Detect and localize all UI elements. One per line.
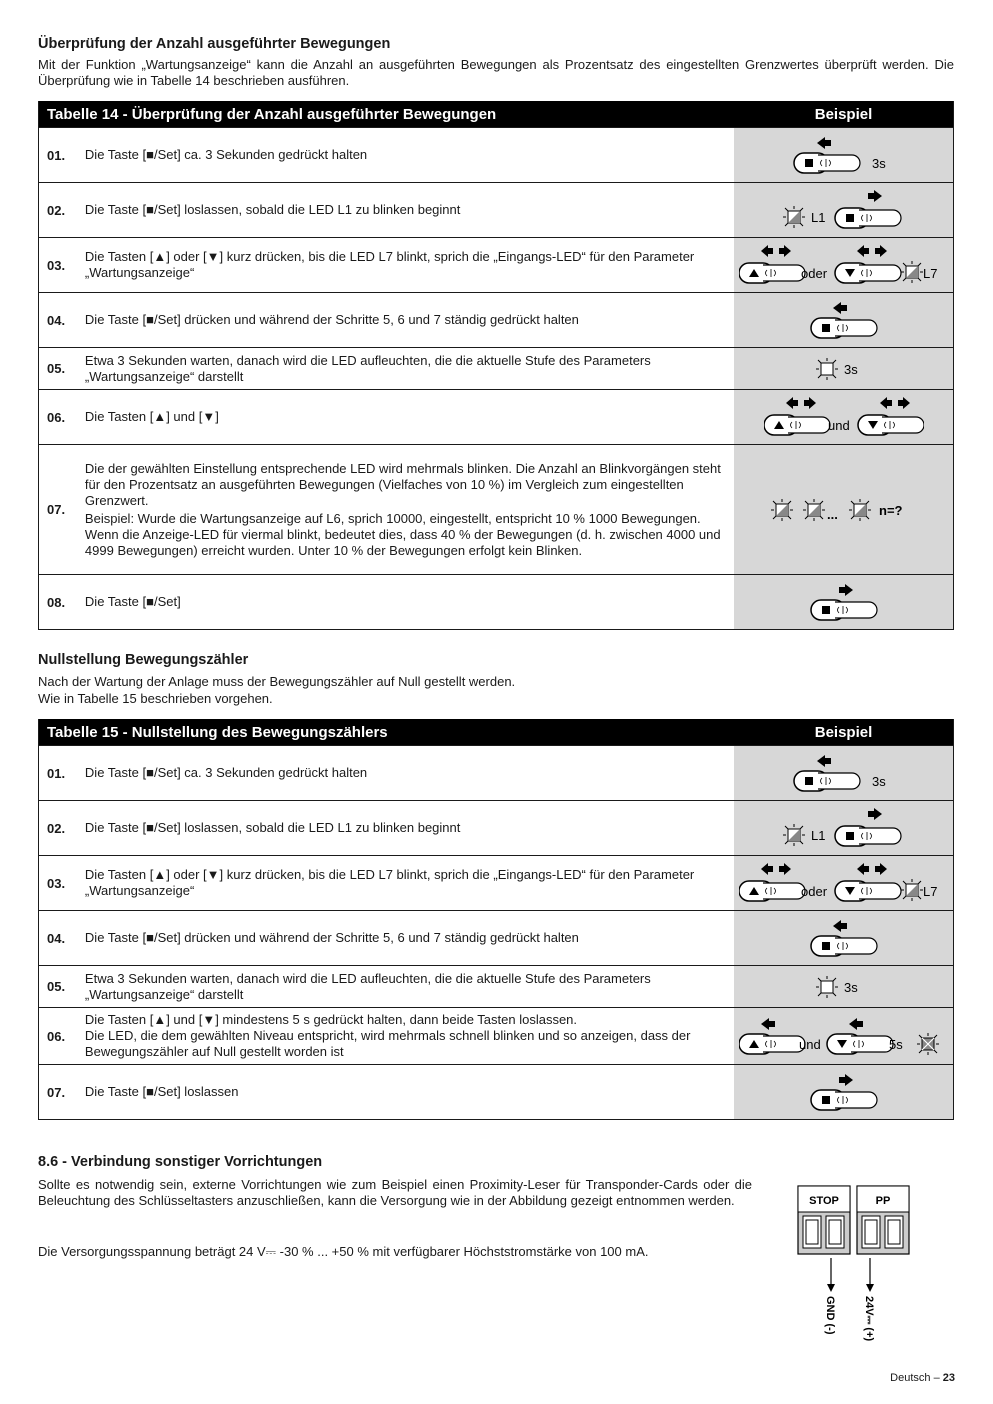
table-row: [39, 856, 954, 911]
example-label: 3s: [871, 156, 886, 171]
example-cell: [734, 445, 953, 575]
led-on-illustration: [814, 974, 874, 1000]
down-button-icon: [835, 263, 901, 283]
section-title-other-devices: 8.6 - Verbindung sonstiger Vorrichtungen: [38, 1154, 323, 1170]
led-blink-icon: [803, 499, 825, 521]
step-number: 04.: [39, 911, 85, 966]
step-text: Die Taste [■/Set] loslassen: [85, 1065, 734, 1120]
table-row: [39, 183, 954, 238]
example-label: und: [827, 418, 850, 433]
table-row: [39, 293, 954, 348]
step-number: 07.: [39, 1065, 85, 1120]
table-row: [39, 128, 954, 183]
table-14-header: Tabelle 14 - Überprüfung der Anzahl ausgeführter Bewegungen: [39, 101, 735, 128]
arrow-both-icon: [761, 245, 791, 257]
led-on-icon: [816, 358, 838, 380]
terminal-label-pp: PP: [875, 1195, 891, 1207]
section-title-reset-counter: Nullstellung Bewegungszähler: [38, 652, 249, 668]
step-number: 05.: [39, 966, 85, 1008]
led-fast-blink-icon: [917, 1033, 939, 1055]
table-row: [39, 348, 954, 390]
page-footer: [890, 1372, 955, 1384]
section-paragraph-supply-voltage: Die Versorgungsspannung beträgt 24 V⎓ -30 % ... +50 % mit verfügbarer Höchststromstärke von 100 mA.: [38, 1244, 649, 1259]
example-label: 5s: [888, 1037, 903, 1052]
step-text: Die Taste [■/Set] drücken und während der Schritte 5, 6 und 7 ständig gedrückt halten: [85, 911, 734, 966]
arrow-left-icon: [833, 302, 847, 314]
step-text: Die Tasten [▲] oder [▼] kurz drücken, bis die LED L7 blinkt, sprich die „Eingangs-LED“ für den Parameter „Wartungsanzeige“: [85, 238, 734, 293]
example-label: L7: [922, 884, 937, 899]
example-cell: [734, 1065, 953, 1120]
down-button-icon: [858, 415, 924, 435]
hold-set-button-illustration: [784, 133, 904, 177]
arrow-left-icon: [833, 920, 847, 932]
step-number: 02.: [39, 183, 85, 238]
table-15-header: Tabelle 15 - Nullstellung des Bewegungszählers: [39, 719, 735, 746]
led-blink-icon: [771, 499, 793, 521]
example-cell: [734, 348, 953, 390]
step-text-example: Beispiel: Wurde die Wartungsanzeige auf L6, sprich 10000, eingestellt, entspricht 10 % 1000 Bewegungen. Wenn die Anzeige-LED für viermal blinkt, bedeutet dies, dass 40 % der Bewegungen (d. h. zwischen 4000 und 4999 Bewegungen) erreicht wurden. Unter 10 % der Bewegungen erfolgt kein Blinken.: [84, 510, 721, 558]
set-button-icon: [811, 318, 877, 338]
step-number: 03.: [39, 238, 85, 293]
release-set-button-illustration: [779, 188, 909, 232]
arrow-both-icon: [880, 397, 910, 409]
step-number: 05.: [39, 348, 85, 390]
terminal-block-illustration: [796, 1184, 916, 1349]
step-number: 02.: [39, 801, 85, 856]
led-blink-icon: [783, 206, 805, 228]
terminal-wiring-diagram: [796, 1184, 916, 1354]
example-label: 3s: [871, 774, 886, 789]
step-text: Die Taste [■/Set] ca. 3 Sekunden gedrückt halten: [85, 128, 734, 183]
arrow-left-icon: [817, 137, 831, 149]
page-number: 23: [942, 1372, 955, 1384]
section-intro-reset-counter: Nach der Wartung der Anlage muss der Bewegungszähler auf Null gestellt werden.: [38, 674, 516, 689]
section-title-check-movements: Überprüfung der Anzahl ausgeführter Bewegungen: [38, 36, 391, 52]
example-cell: [734, 966, 953, 1008]
release-set-button-illustration: [809, 1070, 879, 1114]
example-cell: [734, 911, 953, 966]
example-cell: [734, 1008, 953, 1065]
section-intro-check-movements: Mit der Funktion „Wartungsanzeige“ kann die Anzahl an ausgeführten Bewegungen als Prozentsatz des eingestellten Grenzwertes überprüft werden. Die Überprüfung wie in Tabelle 14 beschrieben ausführen.: [38, 57, 954, 88]
up-down-buttons-illustration: [739, 861, 949, 905]
step-number: 08.: [39, 575, 85, 630]
step-number: 06.: [39, 1008, 85, 1065]
led-blink-icon: [901, 879, 923, 901]
section-intro-reset-counter-2: Wie in Tabelle 15 beschrieben vorgehen.: [38, 691, 273, 706]
table-row: [39, 445, 954, 575]
up-button-icon: [764, 415, 830, 435]
example-cell: [734, 128, 953, 183]
arrow-right-icon: [839, 1074, 853, 1086]
set-button-icon: [794, 771, 860, 791]
hold-set-button-illustration: [809, 916, 879, 960]
arrow-right-icon: [868, 190, 882, 202]
example-label: L1: [810, 828, 825, 843]
example-label: n=?: [878, 502, 902, 518]
example-cell: [734, 183, 953, 238]
set-button-icon: [835, 208, 901, 228]
hold-up-and-down-buttons-illustration: [739, 1014, 949, 1058]
example-cell: [734, 238, 953, 293]
arrow-right-icon: [839, 584, 853, 596]
wire-label-24v: 24V⎓ (+): [863, 1296, 875, 1342]
step-text: Etwa 3 Sekunden warten, danach wird die LED aufleuchten, die die aktuelle Stufe des Parameters „Wartungsanzeige“ darstellt: [85, 348, 734, 390]
step-text: Etwa 3 Sekunden warten, danach wird die LED aufleuchten, die die aktuelle Stufe des Parameters „Wartungsanzeige“ darstellt: [85, 966, 734, 1008]
step-text-detail: Die LED, die dem gewählten Niveau entspricht, wird mehrmals schnell blinken und so anzeigen, dass der Bewegungszähler auf Null gestellt worden ist: [84, 1028, 691, 1059]
arrow-left-icon: [817, 755, 831, 767]
table-row: [39, 238, 954, 293]
step-number: 04.: [39, 293, 85, 348]
table-row: [39, 575, 954, 630]
example-cell: [734, 856, 953, 911]
step-number: 03.: [39, 856, 85, 911]
example-cell: [734, 801, 953, 856]
footer-language: Deutsch –: [890, 1372, 943, 1384]
step-text-block: [85, 445, 734, 575]
example-cell: [734, 293, 953, 348]
step-text: Die Tasten [▲] oder [▼] kurz drücken, bis die LED L7 blinkt, sprich die „Eingangs-LED“ für den Parameter „Wartungsanzeige“: [85, 856, 734, 911]
led-blink-icon: [783, 824, 805, 846]
arrow-both-icon: [857, 245, 887, 257]
led-on-illustration: [814, 356, 874, 382]
example-label: 3s: [843, 979, 858, 995]
step-text: Die Taste [■/Set] drücken und während der Schritte 5, 6 und 7 ständig gedrückt halten: [85, 293, 734, 348]
up-and-down-buttons-illustration: [764, 395, 924, 439]
step-number: 01.: [39, 128, 85, 183]
table-row: [39, 966, 954, 1008]
led-blink-icon: [901, 261, 923, 283]
step-text: Die Taste [■/Set]: [85, 575, 734, 630]
example-label: oder: [800, 266, 827, 281]
arrow-left-icon: [849, 1018, 863, 1030]
step-text: Die Tasten [▲] und [▼]: [85, 390, 734, 445]
example-label: L7: [922, 266, 937, 281]
section-paragraph-other-devices: Sollte es notwendig sein, externe Vorrichtungen wie zum Beispiel einen Proximity-Leser für Transponder-Cards oder die Beleuchtung des Schlüsseltasters anzuschließen, kann die Versorgung wie in der Abbildung gezeigt entnommen werden.: [38, 1177, 752, 1208]
step-text: Die Taste [■/Set] ca. 3 Sekunden gedrückt halten: [85, 746, 734, 801]
set-button-icon: [811, 600, 877, 620]
step-text: Die Tasten [▲] und [▼] mindestens 5 s gedrückt halten, dann beide Tasten loslassen.: [84, 1012, 578, 1027]
terminal-label-stop: STOP: [809, 1195, 839, 1207]
wire-label-gnd: GND (-): [824, 1296, 836, 1335]
up-button-icon: [739, 1034, 805, 1054]
hold-set-button-illustration: [809, 298, 879, 342]
arrow-both-icon: [761, 863, 791, 875]
table-row: [39, 801, 954, 856]
table-row: [39, 746, 954, 801]
table-row: [39, 1065, 954, 1120]
step-text: Die der gewählten Einstellung entsprechende LED wird mehrmals blinken. Die Anzahl an Blinkvorgängen steht für den Prozentsatz an ausgeführten Bewegungen (Vielfaches von 10 %) im Vergleich zum eingestellten Grenzwert.: [84, 460, 721, 508]
release-set-button-illustration: [779, 806, 909, 850]
example-cell: [734, 746, 953, 801]
led-on-icon: [816, 976, 838, 998]
table-15: [38, 719, 954, 1120]
example-cell: [734, 575, 953, 630]
hold-set-button-illustration: [784, 751, 904, 795]
table-row: [39, 911, 954, 966]
step-number: 07.: [39, 445, 85, 575]
down-button-icon: [835, 881, 901, 901]
led-blinking-sequence-illustration: [769, 495, 919, 525]
arrow-right-icon: [868, 808, 882, 820]
step-number: 01.: [39, 746, 85, 801]
led-blink-icon: [849, 499, 871, 521]
step-number: 06.: [39, 390, 85, 445]
step-text: Die Taste [■/Set] loslassen, sobald die LED L1 zu blinken beginnt: [85, 183, 734, 238]
set-button-icon: [835, 826, 901, 846]
table-row: [39, 1008, 954, 1065]
example-label: L1: [810, 210, 825, 225]
example-label: oder: [800, 884, 827, 899]
example-label: 3s: [843, 361, 858, 377]
example-cell: [734, 390, 953, 445]
arrow-left-icon: [761, 1018, 775, 1030]
arrow-both-icon: [786, 397, 816, 409]
example-label: und: [798, 1037, 821, 1052]
table-14: [38, 101, 954, 630]
table-14-example-header: Beispiel: [734, 101, 953, 128]
set-button-icon: [811, 936, 877, 956]
up-down-buttons-illustration: [739, 243, 949, 287]
step-text: Die Taste [■/Set] loslassen, sobald die LED L1 zu blinken beginnt: [85, 801, 734, 856]
table-15-example-header: Beispiel: [734, 719, 953, 746]
down-button-icon: [827, 1034, 893, 1054]
set-button-icon: [794, 153, 860, 173]
set-button-icon: [811, 1090, 877, 1110]
example-label: ...: [826, 506, 838, 522]
arrow-both-icon: [857, 863, 887, 875]
step-text-block: [85, 1008, 734, 1065]
table-row: [39, 390, 954, 445]
up-button-icon: [739, 263, 805, 283]
up-button-icon: [739, 881, 805, 901]
release-set-button-illustration: [809, 580, 879, 624]
